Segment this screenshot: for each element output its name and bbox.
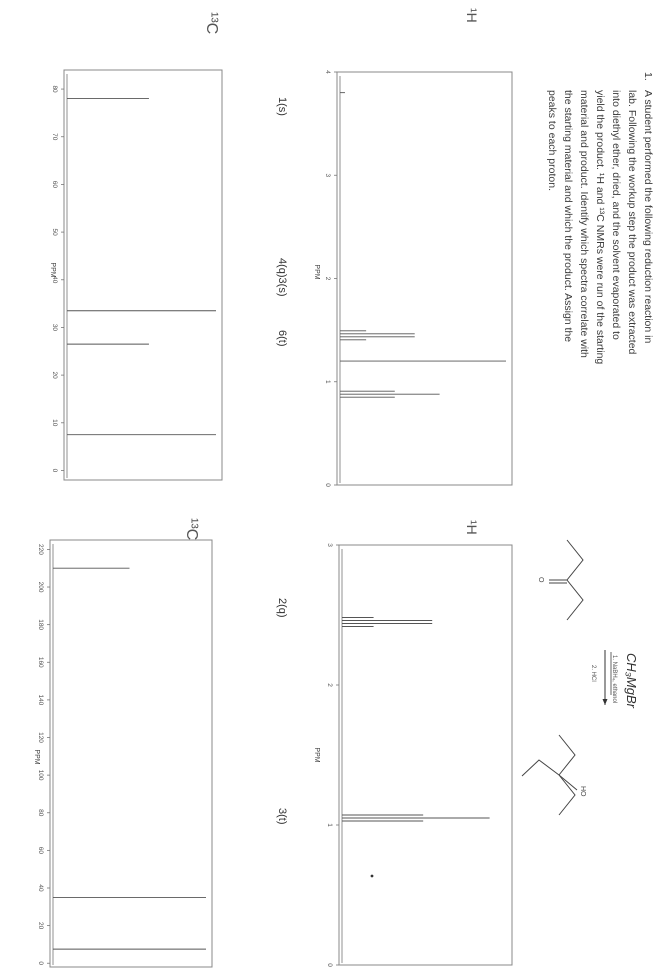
question-number: 1. bbox=[642, 72, 654, 81]
tick-label: 140 bbox=[37, 694, 44, 706]
question-line: A student performed the following reduction reaction in bbox=[642, 90, 654, 344]
answer-label: 4(q)3(s) bbox=[276, 258, 288, 297]
question-line: peaks to each proton. bbox=[546, 90, 558, 191]
tick-label: 20 bbox=[37, 921, 44, 930]
tick-label: 80 bbox=[51, 85, 58, 93]
product-alcohol-structure bbox=[522, 735, 577, 815]
question-line: into diethyl ether, dried, and the solvent evaporated to bbox=[610, 90, 622, 340]
reaction-scheme bbox=[522, 540, 639, 815]
tick-label: 40 bbox=[37, 884, 44, 892]
answer-label: 6(t) bbox=[276, 330, 288, 347]
tick-label: 2 bbox=[326, 683, 333, 687]
reagent-step2: 2. HCl bbox=[590, 665, 596, 682]
h1-top-axis-ticks bbox=[324, 70, 337, 487]
h1-top-peaks bbox=[340, 76, 506, 483]
handwritten-reagent: CH₃MgBr bbox=[624, 653, 639, 708]
product-chain bbox=[559, 735, 575, 775]
tick-label: 2 bbox=[324, 276, 331, 281]
tick-label: 0 bbox=[51, 468, 58, 473]
tick-label: 10 bbox=[51, 419, 58, 427]
tick-label: 1 bbox=[324, 379, 331, 384]
tick-label: 4 bbox=[324, 70, 331, 74]
arrow-head bbox=[603, 699, 608, 705]
c13-top-peaks bbox=[67, 74, 216, 478]
tick-label: 20 bbox=[51, 371, 58, 379]
tick-label: 0 bbox=[326, 963, 333, 967]
h1-bottom-axis-label: PPM bbox=[313, 747, 320, 763]
c13-top-frame bbox=[64, 70, 222, 480]
product-hydroxyl-label: HO bbox=[579, 786, 586, 797]
answer-label: 2(q) bbox=[276, 598, 288, 618]
tick-label: 0 bbox=[324, 483, 331, 487]
hydroxyl-bond bbox=[559, 775, 577, 790]
tick-label: 160 bbox=[37, 656, 44, 668]
ketone-structure bbox=[549, 540, 583, 620]
tick-label: 80 bbox=[37, 809, 44, 817]
answer-label: 3(t) bbox=[276, 808, 288, 825]
c13-bottom-frame bbox=[50, 540, 212, 967]
pen-mark bbox=[371, 875, 374, 878]
ketone-chain bbox=[567, 540, 583, 620]
h1-bottom-nucleus-label: ¹H bbox=[464, 520, 480, 535]
h1-bottom-peaks bbox=[342, 549, 490, 963]
question-line: material and product. Identify which spectra correlate with bbox=[578, 90, 590, 358]
tick-label: 100 bbox=[37, 769, 44, 781]
tick-label: 30 bbox=[51, 323, 58, 332]
tick-label: 40 bbox=[51, 276, 58, 284]
product-chain bbox=[559, 775, 575, 815]
tick-label: 200 bbox=[37, 581, 44, 593]
tick-label: 120 bbox=[37, 732, 44, 743]
c13-bottom-peaks bbox=[53, 544, 206, 965]
tick-label: 1 bbox=[326, 823, 333, 827]
question-line: lab. Following the workup step the product was extracted bbox=[626, 90, 638, 355]
c13-top-axis-label: PPM bbox=[49, 262, 56, 278]
tick-label: 0 bbox=[37, 961, 44, 966]
tick-label: 3 bbox=[326, 543, 333, 547]
tick-label: 3 bbox=[324, 173, 331, 178]
h1-top-frame bbox=[337, 72, 512, 485]
product-branch bbox=[522, 760, 559, 776]
tick-label: 220 bbox=[37, 543, 44, 555]
reagent-step1: 1. NaBH₄, ethanol bbox=[611, 655, 617, 704]
tick-label: 60 bbox=[51, 180, 58, 189]
tick-label: 70 bbox=[51, 133, 58, 141]
c13-top-axis-ticks bbox=[51, 85, 64, 472]
h1-top-nucleus-label: ¹H bbox=[464, 8, 480, 23]
answer-label: 1(s) bbox=[276, 97, 288, 116]
question-line: the starting material and which the product. Assign the bbox=[562, 90, 574, 343]
rotated-content bbox=[33, 8, 654, 967]
tick-label: 50 bbox=[51, 228, 58, 236]
h1-bottom-frame bbox=[339, 545, 512, 965]
ketone-oxygen-label: O bbox=[537, 577, 544, 583]
c13-bottom-axis-label: PPM bbox=[33, 749, 40, 765]
tick-label: 180 bbox=[37, 619, 44, 631]
c13-bottom-nucleus-label: ¹³C bbox=[183, 518, 200, 541]
h1-top-axis-label: PPM bbox=[313, 264, 320, 280]
c13-top-nucleus-label: ¹³C bbox=[203, 12, 220, 35]
tick-label: 60 bbox=[37, 846, 44, 854]
question-line: yield the product. ¹H and ¹³C NMRs were run of the starting bbox=[594, 90, 606, 365]
question-block bbox=[546, 72, 654, 364]
h1-bottom-axis-ticks bbox=[326, 543, 339, 967]
